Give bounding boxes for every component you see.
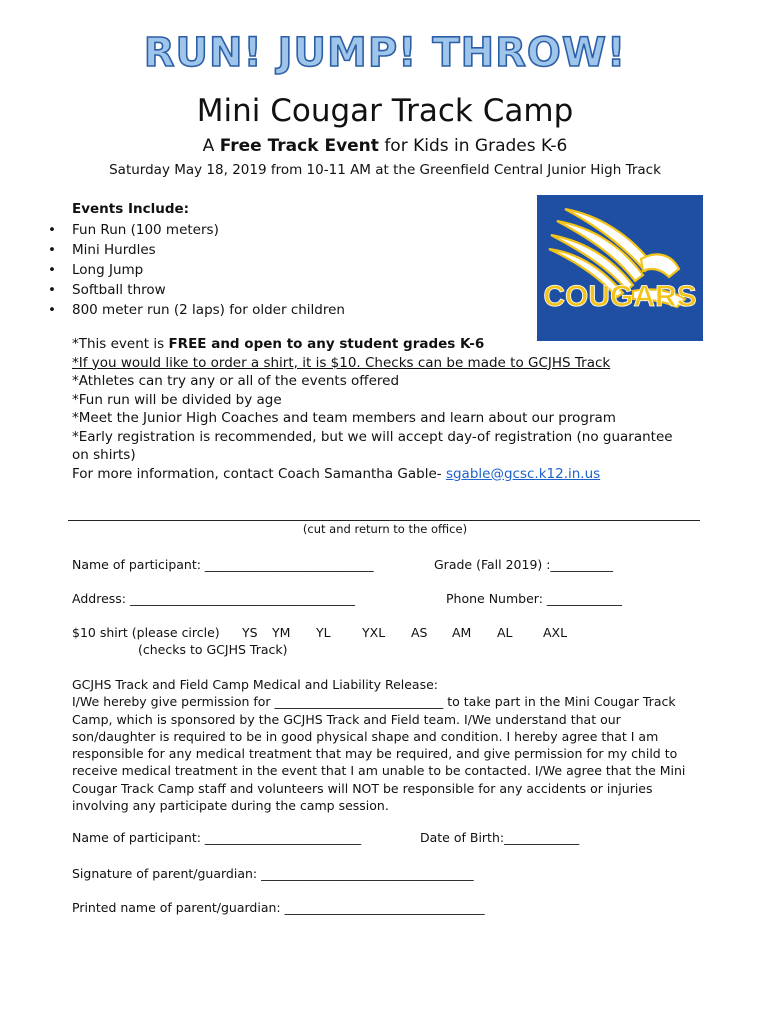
event-item-label: Fun Run (100 meters) <box>72 222 219 238</box>
early-registration-note: *Early registration is recommended, but we will accept day-of registration (no guarantee on shirts) <box>72 428 673 463</box>
shirt-note: *If you would like to order a shirt, it is $10. Checks can be made to GCJHS Track <box>72 354 611 371</box>
bullet-icon: • <box>48 262 56 278</box>
meet-note: *Meet the Junior High Coaches and team members and learn about our program <box>72 410 616 426</box>
contact-note <box>72 465 692 484</box>
parent-printed-name-field[interactable]: Printed name of parent/guardian: ________________________________ <box>72 900 485 915</box>
release-heading: GCJHS Track and Field Camp Medical and Liability Release: <box>72 677 439 692</box>
event-item-label: Softball throw <box>72 282 166 298</box>
event-dateline: Saturday May 18, 2019 from 10-11 AM at the Greenfield Central Junior High Track <box>109 162 661 178</box>
athletes-note: *Athletes can try any or all of the events offered <box>72 373 400 389</box>
participant-name-field[interactable]: Name of participant: ___________________________ <box>72 557 374 572</box>
bullet-icon: • <box>48 222 56 238</box>
events-heading: Events Include: <box>72 201 190 217</box>
event-item-label: 800 meter run (2 laps) for older children <box>72 302 345 318</box>
list-item <box>48 240 345 260</box>
events-list <box>48 220 345 320</box>
subtitle <box>0 136 770 156</box>
address-field[interactable]: Address: ____________________________________ <box>72 591 355 606</box>
shirt-size-ym[interactable]: YM <box>272 625 291 640</box>
cougars-logo <box>537 195 703 341</box>
event-item-label: Mini Hurdles <box>72 242 156 258</box>
checks-note: (checks to GCJHS Track) <box>138 642 288 657</box>
logo-text: COUGARS <box>543 280 697 313</box>
bullet-icon: • <box>48 242 56 258</box>
phone-field[interactable]: Phone Number: ____________ <box>446 591 622 606</box>
shirt-label: $10 shirt (please circle) <box>72 625 220 640</box>
cut-label: (cut and return to the office) <box>302 522 468 536</box>
contact-prefix: For more information, contact Coach Samantha Gable- <box>72 465 446 482</box>
shirt-size-axl[interactable]: AXL <box>543 625 568 640</box>
shirt-size-ys[interactable]: YS <box>242 625 258 640</box>
event-notes <box>72 335 692 483</box>
fun-run-note: *Fun run will be divided by age <box>72 391 282 408</box>
date-of-birth-field[interactable]: Date of Birth:____________ <box>420 830 580 845</box>
list-item <box>48 280 345 300</box>
contact-email-link[interactable]: sgable@gcsc.k12.in.us <box>445 465 601 482</box>
free-note-prefix: *This event is <box>72 336 169 352</box>
cut-line <box>68 520 700 521</box>
subtitle-prefix: A <box>202 136 220 156</box>
headline: RUN! JUMP! THROW! <box>143 30 627 76</box>
list-item <box>48 300 345 320</box>
liability-release <box>72 676 702 814</box>
bullet-icon: • <box>48 302 56 318</box>
shirt-size-as[interactable]: AS <box>411 625 428 640</box>
bullet-icon: • <box>48 282 56 298</box>
shirt-size-yxl[interactable]: YXL <box>362 625 386 640</box>
free-note <box>72 335 692 354</box>
shirt-size-am[interactable]: AM <box>452 625 472 640</box>
parent-signature-field[interactable]: Signature of parent/guardian: __________________________________ <box>72 866 474 881</box>
list-item <box>48 220 345 240</box>
shirt-size-al[interactable]: AL <box>497 625 513 640</box>
event-item-label: Long Jump <box>72 262 144 278</box>
release-body: I/We hereby give permission for ___________________________ to take part in the Mini Cougar Track Camp, which is sponsored by the GCJHS Track and Field team. I/We understand that our son/daughter is required to be in good physical shape and condition. I hereby agree that I am responsible for any medical treatment that may be required, and give permission for my child to receive medical treatment in the event that I am unable to be contacted. I/We agree that the Mini Cougar Track Camp staff and volunteers will NOT be responsible for any accidents or injuries involving any participate during the camp session. <box>72 694 686 814</box>
grade-field[interactable]: Grade (Fall 2019) :__________ <box>434 557 613 572</box>
free-note-bold: FREE and open to any student grades K-6 <box>168 336 485 352</box>
page-title: Mini Cougar Track Camp <box>196 93 574 129</box>
shirt-size-yl[interactable]: YL <box>316 625 331 640</box>
subtitle-suffix: for Kids in Grades K-6 <box>378 136 568 156</box>
list-item <box>48 260 345 280</box>
release-participant-field[interactable]: Name of participant: _________________________ <box>72 830 362 845</box>
subtitle-bold: Free Track Event <box>219 136 379 156</box>
